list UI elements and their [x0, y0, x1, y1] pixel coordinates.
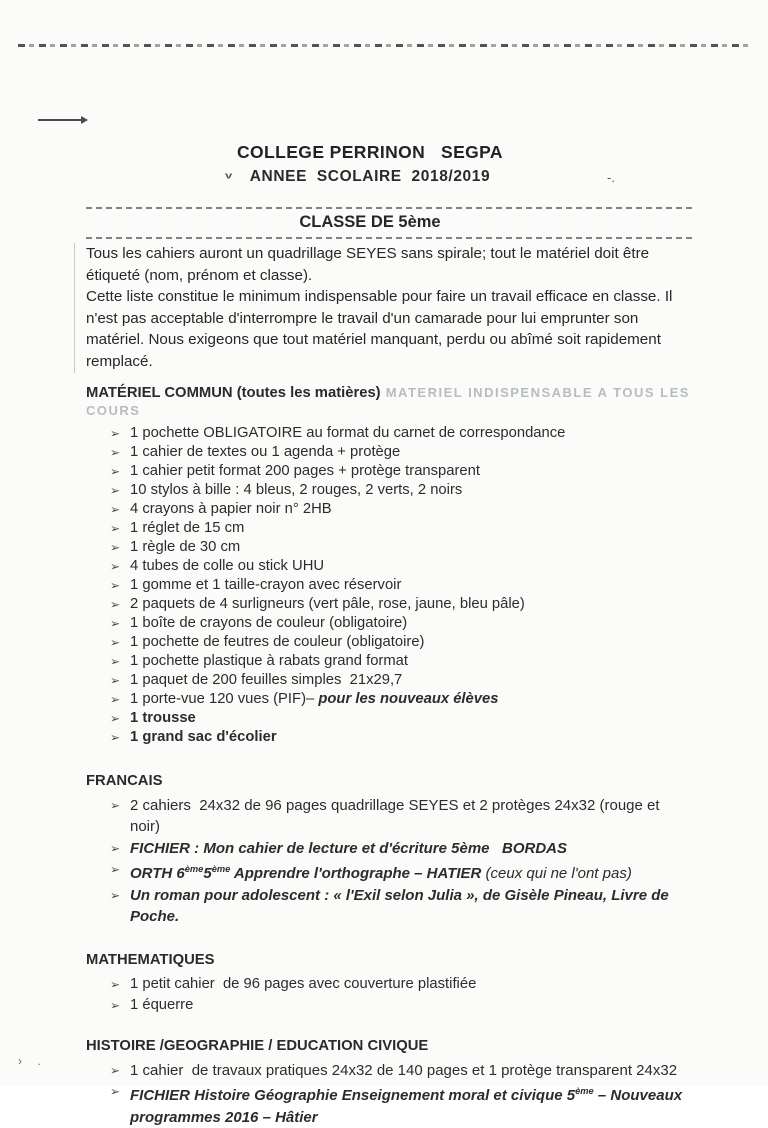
supply-sections	[86, 385, 692, 1128]
list-item-text	[130, 974, 476, 995]
text-segment: pour les nouveaux élèves	[318, 690, 499, 707]
list-item-text	[130, 671, 402, 690]
text-segment: (ceux qui ne l'ont pas)	[485, 865, 632, 883]
text-segment: 5	[203, 865, 212, 883]
school-year-row	[67, 168, 673, 186]
text-segment: ème	[184, 864, 204, 875]
text-segment: 1 porte-vue 120 vues (PIF)–	[130, 690, 319, 707]
section-item-list	[86, 424, 692, 747]
text-segment: 1 cahier petit format 200 pages + protège transparent	[130, 462, 481, 479]
list-item-text	[130, 462, 480, 481]
list-item	[86, 652, 692, 671]
text-segment: 1 boîte de crayons de couleur (obligatoire)	[130, 614, 408, 631]
school-year: ANNEE SCOLAIRE 2018/2019	[249, 168, 491, 185]
text-segment: 1 grand sac d'écolier	[130, 728, 277, 745]
arrow-bullet-icon: ➢	[110, 977, 121, 992]
text-segment: 1 réglet de 15 cm	[130, 519, 245, 536]
list-item	[86, 595, 692, 614]
list-item	[86, 974, 692, 995]
scan-dash-mark: -.	[607, 170, 615, 185]
arrow-bullet-icon: ➢	[110, 616, 121, 631]
section-heading-label: MATÉRIEL COMMUN (toutes les matières)	[86, 384, 381, 401]
scan-bottom-marks: › .	[18, 1054, 47, 1068]
list-item	[86, 690, 692, 709]
arrow-bullet-icon: ➢	[110, 862, 121, 877]
text-segment: 4 tubes de colle ou stick UHU	[130, 557, 325, 574]
arrow-bullet-icon: ➢	[110, 597, 121, 612]
list-item	[86, 728, 692, 747]
arrow-bullet-icon: ➢	[110, 673, 121, 688]
section-heading	[86, 773, 692, 789]
faded-ghost-text: MATERIEL INDISPENSABLE A TOUS LES	[380, 384, 690, 400]
text-segment: 1 pochette de feutres de couleur (obligatoire)	[130, 633, 425, 650]
list-item-text	[130, 557, 324, 576]
list-item-text	[130, 1081, 692, 1128]
school-title: COLLEGE PERRINON SEGPA	[237, 142, 503, 162]
arrow-bullet-icon: ➢	[110, 730, 121, 745]
section-heading	[86, 385, 692, 401]
text-segment: 1 règle de 30 cm	[130, 538, 241, 555]
scan-dashed-rule	[18, 44, 748, 47]
arrow-bullet-icon: ➢	[110, 540, 121, 555]
list-item-text	[130, 1060, 677, 1082]
list-item	[86, 838, 692, 860]
list-item-text	[130, 652, 408, 671]
arrow-bullet-icon: ➢	[110, 635, 121, 650]
list-item	[86, 462, 692, 481]
list-item	[86, 538, 692, 557]
text-segment: 1 équerre	[130, 996, 194, 1013]
list-item	[86, 576, 692, 595]
text-segment: 1 cahier de travaux pratiques 24x32 de 140 pages et 1 protège transparent 24x32	[130, 1061, 678, 1079]
text-segment: 1 petit cahier de 96 pages avec couverture plastifiée	[130, 975, 477, 992]
list-item-text	[130, 690, 498, 709]
faded-ghost-text: COURS	[86, 402, 141, 418]
arrow-bullet-icon: ➢	[110, 654, 121, 669]
intro-line-2: Cette liste constitue le minimum indispensable pour faire un travail efficace en classe. Il n'est pas acceptable d'interrompre le travail d'un camarade pour lui emprunter son matériel. Nous exigeons que tout matériel manquant, perdu ou abîmé soit rapidement remplacé.	[86, 288, 673, 370]
scan-check-mark: v	[225, 170, 233, 181]
text-segment: 1 trousse	[130, 709, 196, 726]
text-segment: 4 crayons à papier noir n° 2HB	[130, 500, 332, 517]
arrow-bullet-icon: ➢	[110, 1063, 121, 1078]
list-item	[86, 500, 692, 519]
text-segment: 1 gomme et 1 taille-crayon avec réservoir	[130, 576, 402, 593]
arrow-bullet-icon: ➢	[110, 841, 121, 856]
arrow-bullet-icon: ➢	[110, 888, 121, 903]
section	[86, 1038, 692, 1128]
list-item	[86, 424, 692, 443]
text-segment: FICHIER Histoire Géographie Enseignement moral et civique 5	[130, 1087, 576, 1105]
list-item	[86, 614, 692, 633]
list-item	[86, 1081, 692, 1128]
list-item-text	[130, 443, 400, 462]
arrow-bullet-icon: ➢	[110, 445, 121, 460]
intro-line-1: Tous les cahiers auront un quadrillage SEYES sans spirale; tout le matériel doit être étiqueté (nom, prénom et classe).	[86, 245, 650, 284]
text-segment: 1 cahier de textes ou 1 agenda + protège	[130, 443, 401, 460]
text-segment: 1 pochette OBLIGATOIRE au format du carnet de correspondance	[130, 424, 566, 441]
list-item	[86, 795, 692, 838]
list-item-text	[130, 795, 692, 838]
text-segment: ème	[211, 864, 231, 875]
arrow-bullet-icon: ➢	[110, 464, 121, 479]
list-item-text	[130, 481, 462, 500]
list-item-text	[130, 633, 424, 652]
text-segment: 1 pochette plastique à rabats grand format	[130, 652, 409, 669]
list-item	[86, 885, 692, 928]
arrow-bullet-icon: ➢	[110, 426, 121, 441]
arrow-bullet-icon: ➢	[110, 1084, 121, 1099]
list-item-text	[130, 576, 401, 595]
section-item-list	[86, 795, 692, 928]
arrow-bullet-icon: ➢	[110, 692, 121, 707]
document-content	[86, 142, 692, 1128]
arrow-bullet-icon: ➢	[110, 578, 121, 593]
section-heading	[86, 952, 692, 968]
list-item	[86, 1060, 692, 1082]
section-heading-label: MATHEMATIQUES	[86, 951, 215, 968]
text-segment: 2 cahiers 24x32 de 96 pages quadrillage SEYES et 2 protèges 24x32 (rouge et noir)	[130, 796, 664, 836]
section	[86, 385, 692, 747]
list-item-text	[130, 838, 567, 860]
section-heading-label: FRANCAIS	[86, 772, 163, 789]
arrow-bullet-icon: ➢	[110, 711, 121, 726]
text-segment: Apprendre l'orthographe – HATIER	[230, 865, 486, 883]
text-segment: – Nouveaux programmes 2016 – Hâtier	[130, 1087, 687, 1126]
list-item	[86, 709, 692, 728]
scan-arrow-mark-icon	[38, 119, 86, 121]
section	[86, 773, 692, 928]
list-item	[86, 519, 692, 538]
intro-paragraph	[74, 243, 692, 373]
list-item-text	[130, 595, 525, 614]
arrow-bullet-icon: ➢	[110, 483, 121, 498]
list-item	[86, 443, 692, 462]
text-segment: FICHIER : Mon cahier de lecture et d'écriture 5ème BORDAS	[130, 839, 568, 857]
text-segment: 2 paquets de 4 surligneurs (vert pâle, rose, jaune, bleu pâle)	[130, 595, 525, 612]
section	[86, 952, 692, 1016]
class-banner	[86, 207, 692, 239]
text-segment: ORTH 6	[130, 865, 185, 883]
list-item	[86, 671, 692, 690]
section-heading	[86, 1038, 692, 1054]
arrow-bullet-icon: ➢	[110, 798, 121, 813]
arrow-bullet-icon: ➢	[110, 998, 121, 1013]
list-item-text	[130, 995, 193, 1016]
list-item	[86, 633, 692, 652]
list-item-text	[130, 709, 196, 728]
class-banner-label: CLASSE DE 5ème	[299, 213, 441, 231]
arrow-bullet-icon: ➢	[110, 502, 121, 517]
text-segment: 1 paquet de 200 feuilles simples 21x29,7	[130, 671, 403, 688]
list-item-text	[130, 500, 332, 519]
arrow-bullet-icon: ➢	[110, 559, 121, 574]
list-item-text	[130, 859, 632, 885]
list-item-text	[130, 728, 277, 747]
list-item	[86, 557, 692, 576]
arrow-bullet-icon: ➢	[110, 521, 121, 536]
list-item-text	[130, 614, 407, 633]
text-segment: ème	[575, 1086, 594, 1097]
list-item	[86, 995, 692, 1016]
list-item-text	[130, 538, 240, 557]
list-item-text	[130, 885, 692, 928]
list-item	[86, 859, 692, 885]
list-item	[86, 481, 692, 500]
list-item-text	[130, 424, 565, 443]
section-heading-label: HISTOIRE /GEOGRAPHIE / EDUCATION CIVIQUE	[86, 1037, 429, 1054]
text-segment: 10 stylos à bille : 4 bleus, 2 rouges, 2 verts, 2 noirs	[130, 481, 463, 498]
section-item-list	[86, 1060, 692, 1128]
text-segment: Un roman pour adolescent : « l'Exil selon Julia », de Gisèle Pineau, Livre de Poche.	[130, 886, 673, 926]
list-item-text	[130, 519, 244, 538]
section-item-list	[86, 974, 692, 1016]
